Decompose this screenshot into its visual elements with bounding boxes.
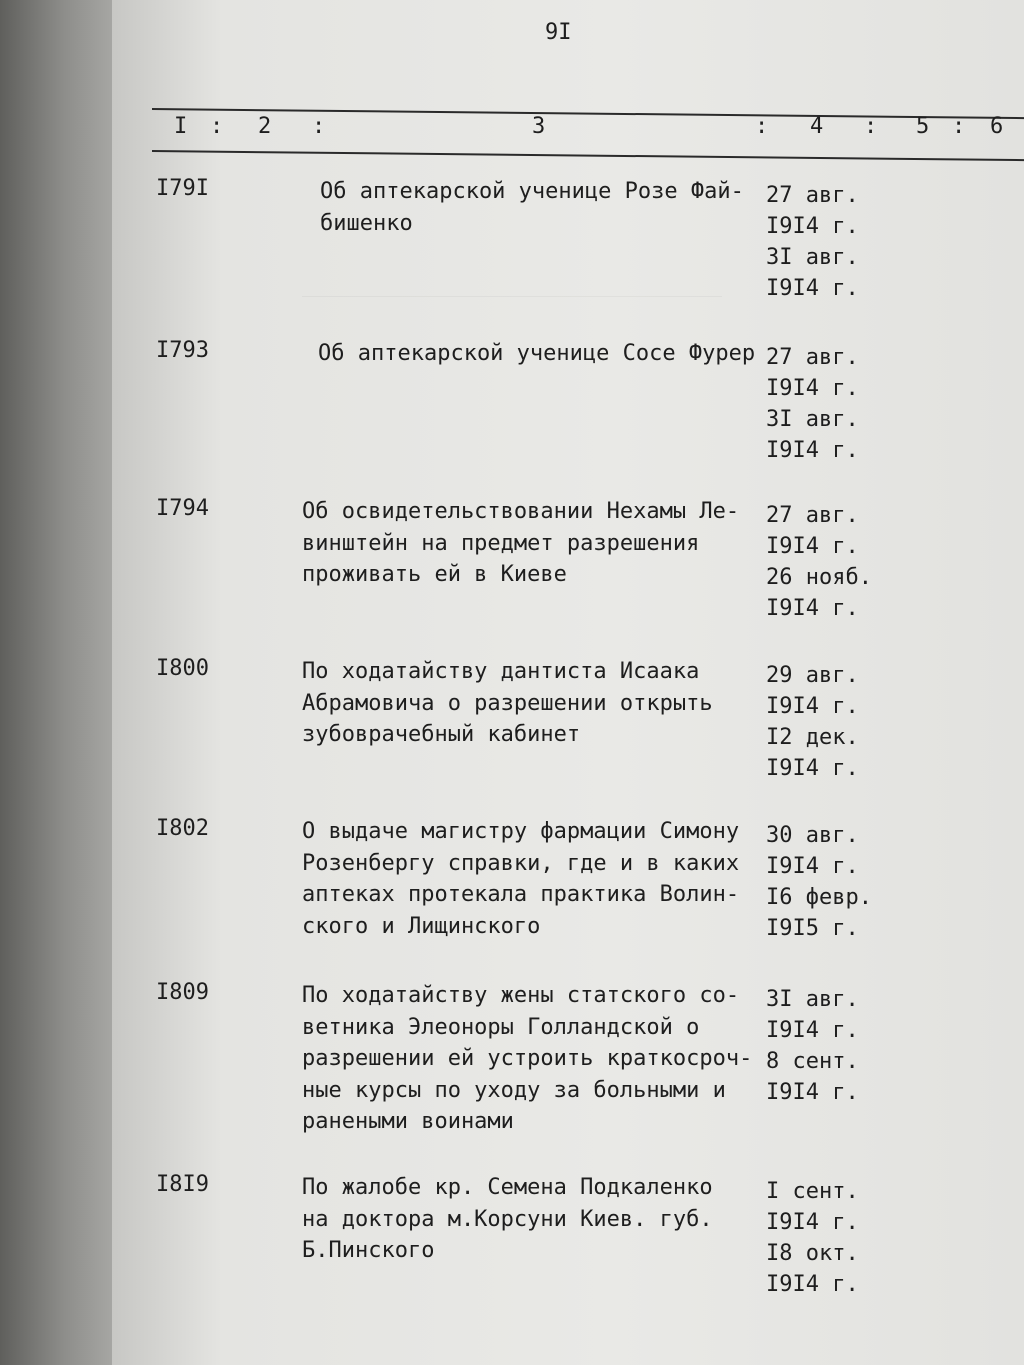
entry-date: I9I4 г. [766,694,859,719]
entry-dates [766,1176,896,1300]
entry-date: 30 авг. [766,823,859,848]
entry-date: I9I4 г. [766,214,859,239]
column-header-3: 3 [532,114,546,139]
column-header-6: 6 [990,114,1004,139]
entry-date: 29 авг. [766,663,859,688]
entry-number: I793 [156,338,209,363]
entry-dates [766,180,896,304]
entry-date: I9I4 г. [766,1080,859,1105]
entry-date: I2 дек. [766,725,859,750]
column-separator: : [210,114,224,139]
entry-description: О выдаче магистру фармации Симону Розенбергу справки, где и в каких аптеках протекала практика Волин- ского и Лищинского [302,819,740,939]
entry-description: Об аптекарской ученице Розе Фай- бишенко [320,179,744,236]
entry-date: I9I4 г. [766,1272,859,1297]
entry-date: 8 сент. [766,1049,859,1074]
column-separator: : [864,114,878,139]
entry-date: I9I4 г. [766,1018,859,1043]
entry-date: I сент. [766,1179,859,1204]
entry-description: По жалобе кр. Семена Подкаленко на доктора м.Корсуни Киев. губ. Б.Пинского [302,1175,713,1263]
entry-date: I9I4 г. [766,756,859,781]
entry-number: I802 [156,816,209,841]
entry-dates [766,500,896,624]
column-header-1: I [174,114,188,139]
column-separator: : [952,114,966,139]
entry-dates [766,342,896,466]
column-header-5: 5 [916,114,930,139]
document-page [112,0,1024,1365]
column-separator: : [312,114,326,139]
entry-date: I9I4 г. [766,276,859,301]
header-top-rule [152,108,1024,119]
entry-date: 27 авг. [766,345,859,370]
entry-date: I9I4 г. [766,534,859,559]
entry-number: I8I9 [156,1172,209,1197]
entry-date: I8 окт. [766,1241,859,1266]
entry-description: По ходатайству дантиста Исаака Абрамовича о разрешении открыть зубоврачебный кабинет [302,659,713,747]
entry-date: 3I авг. [766,987,859,1012]
entry-number: I809 [156,980,209,1005]
entry-date: 3I авг. [766,407,859,432]
entry-date: I9I4 г. [766,376,859,401]
entry-dates [766,984,896,1108]
entry-number: I79I [156,176,209,201]
entry-date: I9I4 г. [766,438,859,463]
entry-date: I9I4 г. [766,596,859,621]
entry-date: 27 авг. [766,503,859,528]
entry-date: 27 авг. [766,183,859,208]
book-binding-shadow [0,0,118,1365]
column-header-2: 2 [258,114,272,139]
page-number: 9I [545,20,572,45]
entry-date: I6 февр. [766,885,872,910]
column-separator: : [755,114,769,139]
entry-date: 26 нояб. [766,565,872,590]
entry-number: I794 [156,496,209,521]
entry-description: Об освидетельствовании Нехамы Ле- винштейн на предмет разрешения проживать ей в Киеве [302,499,740,587]
header-bottom-rule [152,150,1024,161]
column-header-4: 4 [810,114,824,139]
entry-description: Об аптекарской ученице Сосе Фурер [318,341,756,366]
entry-dates [766,660,896,784]
entry-number: I800 [156,656,209,681]
entry-date: I9I4 г. [766,1210,859,1235]
entry-date: I9I5 г. [766,916,859,941]
entry-dates [766,820,896,944]
entry-date: I9I4 г. [766,854,859,879]
entry-date: 3I авг. [766,245,859,270]
bleed-through-text [302,268,722,297]
entry-description: По ходатайству жены статского со- ветника Элеоноры Голландской о разрешении ей устроить краткосроч- ные курсы по уходу за больными и ранеными воинами [302,983,753,1134]
